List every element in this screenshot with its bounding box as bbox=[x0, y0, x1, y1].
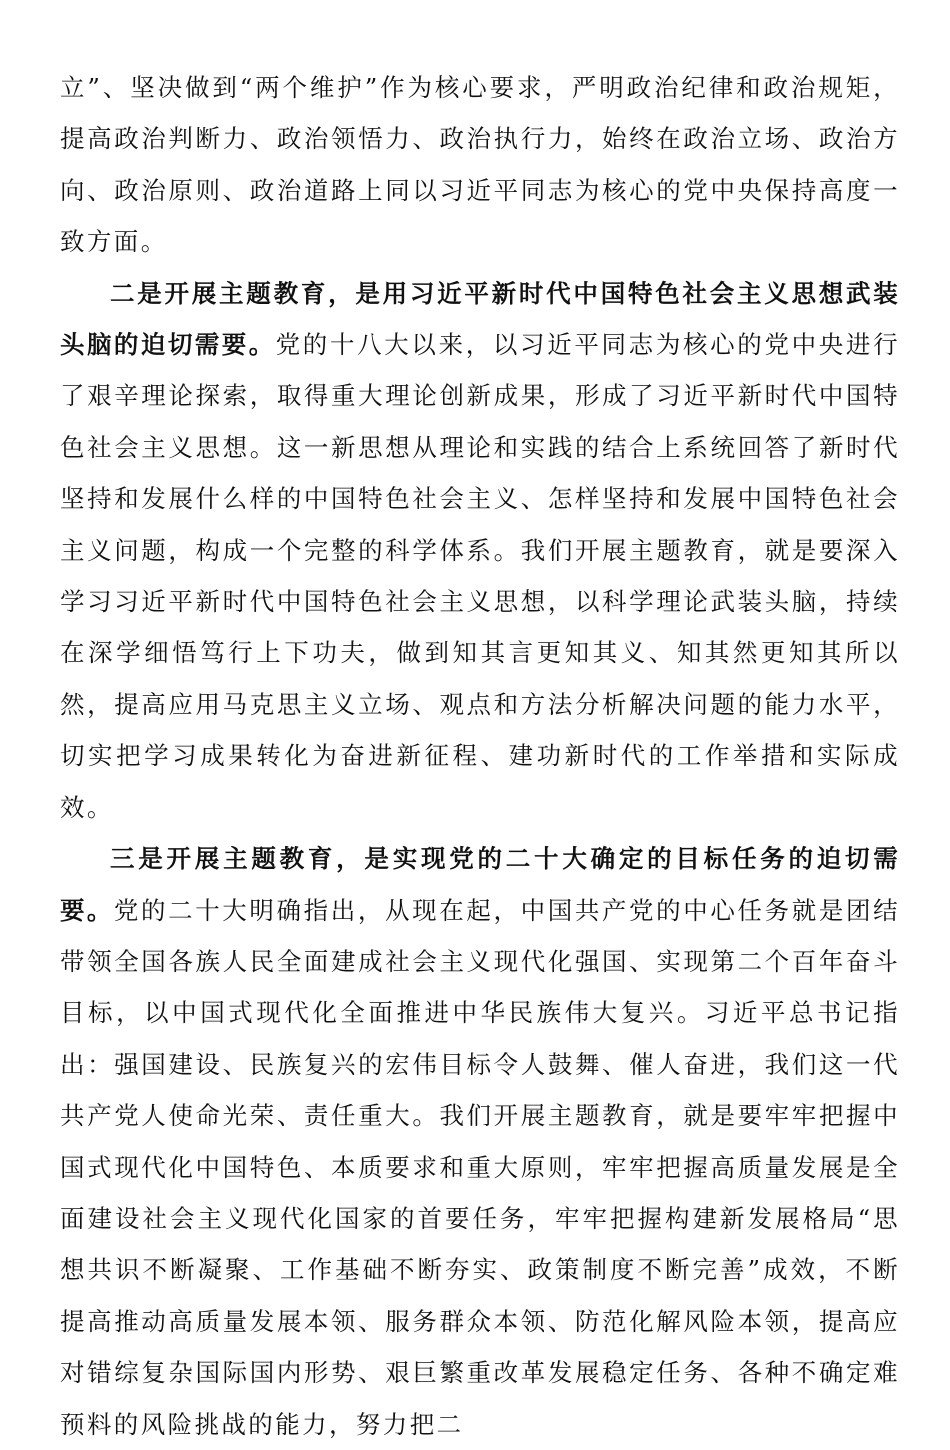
paragraph-3 bbox=[60, 833, 900, 1450]
paragraph-2 bbox=[60, 268, 900, 833]
paragraph-2-heading: 二是开展主题教育，是用习近平新时代中国特色社会主义思想武装头脑的迫切需要。 bbox=[60, 278, 900, 360]
paragraph-1 bbox=[60, 62, 900, 268]
document-body bbox=[60, 62, 900, 1450]
paragraph-3-heading: 三是开展主题教育，是实现党的二十大确定的目标任务的迫切需要。 bbox=[60, 844, 900, 925]
paragraph-1-text: 立”、坚决做到“两个维护”作为核心要求，严明政治纪律和政治规矩，提高政治判断力、政治领悟力、政治执行力，始终在政治立场、政治方向、政治原则、政治道路上同以习近平同志为核心的党中央保持高度一致方面。 bbox=[60, 73, 900, 257]
paragraph-2-text: 党的十八大以来，以习近平同志为核心的党中央进行了艰辛理论探索，取得重大理论创新成果，形成了习近平新时代中国特色社会主义思想。这一新思想从理论和实践的结合上系统回答了新时代坚持和发展什么样的中国特色社会主义、怎样坚持和发展中国特色社会主义问题，构成一个完整的科学体系。我们开展主题教育，就是要深入学习习近平新时代中国特色社会主义思想，以科学理论武装头脑，持续在深学细悟笃行上下功夫，做到知其言更知其义、知其然更知其所以然，提高应用马克思主义立场、观点和方法分析解决问题的能力水平，切实把学习成果转化为奋进新征程、建功新时代的工作举措和实际成效。 bbox=[60, 330, 900, 822]
paragraph-3-text: 党的二十大明确指出，从现在起，中国共产党的中心任务就是团结带领全国各族人民全面建成社会主义现代化强国、实现第二个百年奋斗目标，以中国式现代化全面推进中华民族伟大复兴。习近平总书记指出：强国建设、民族复兴的宏伟目标令人鼓舞、催人奋进，我们这一代共产党人使命光荣、责任重大。我们开展主题教育，就是要牢牢把握中国式现代化中国特色、本质要求和重大原则，牢牢把握高质量发展是全面建设社会主义现代化国家的首要任务，牢牢把握构建新发展格局“思想共识不断凝聚、工作基础不断夯实、政策制度不断完善”成效，不断提高推动高质量发展本领、服务群众本领、防范化解风险本领，提高应对错综复杂国际国内形势、艰巨繁重改革发展稳定任务、各种不确定难预料的风险挑战的能力，努力把二 bbox=[60, 895, 900, 1439]
